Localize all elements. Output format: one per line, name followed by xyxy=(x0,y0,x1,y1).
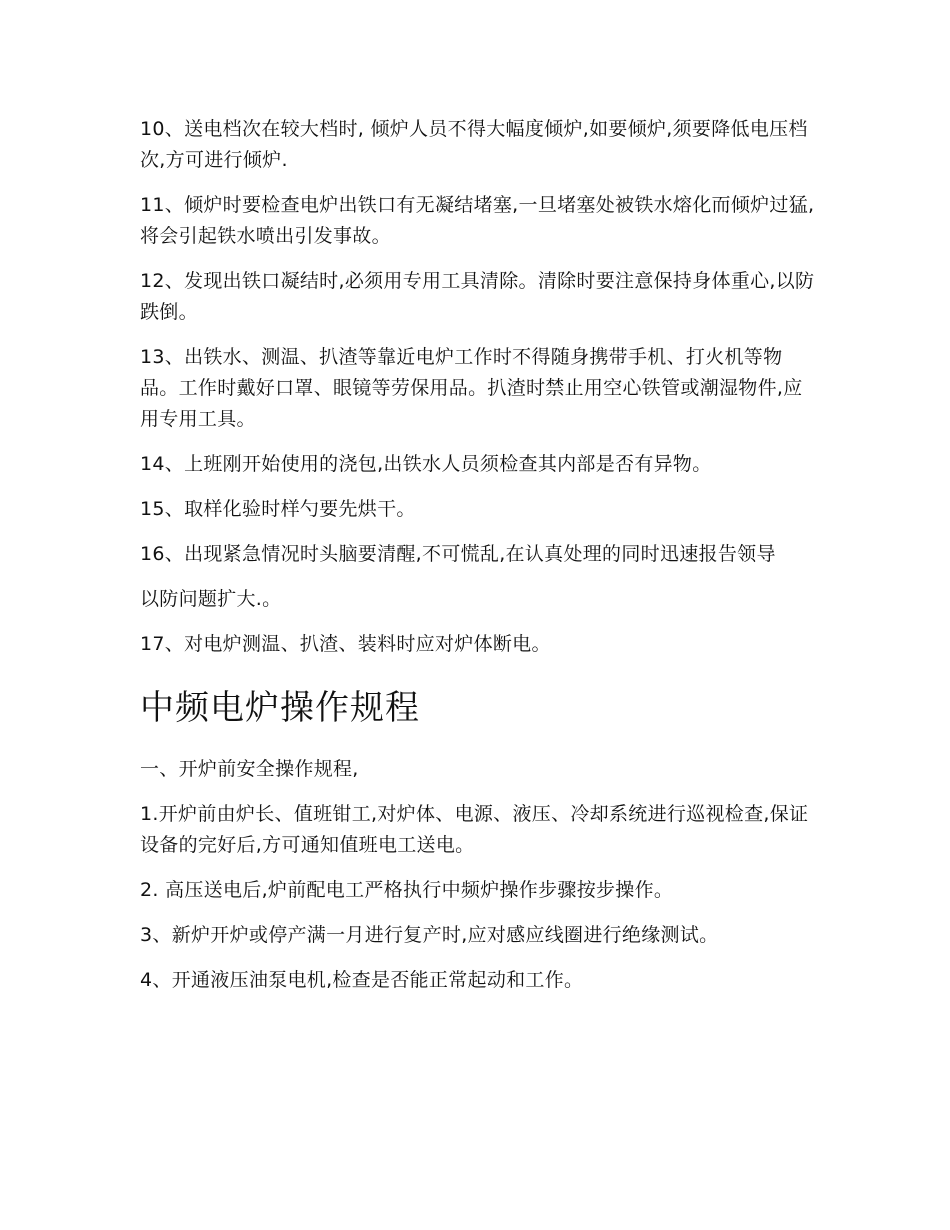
list-item-15: 15、取样化验时样勺要先烘干。 xyxy=(140,498,416,520)
list-item-2: 2. 高压送电后,炉前配电工严格执行中频炉操作步骤按步操作。 xyxy=(140,879,674,901)
document-page xyxy=(140,114,820,1010)
list-item-16: 16、出现紧急情况时头脑要清醒,不可慌乱,在认真处理的同时迅速报告领导 xyxy=(140,543,776,565)
list-item-3: 3、新炉开炉或停产满一月进行复产时,应对感应线圈进行绝缘测试。 xyxy=(140,924,719,946)
section-title: 中频电炉操作规程 xyxy=(140,688,420,728)
list-item-13: 13、出铁水、测温、扒渣等靠近电炉工作时不得随身携带手机、打火机等物品。工作时戴好口罩、眼镜等劳保用品。扒渣时禁止用空心铁管或潮湿物件,应用专用工具。 xyxy=(140,346,803,430)
list-item-4: 4、开通液压油泵电机,检查是否能正常起动和工作。 xyxy=(140,969,584,991)
list-item-16-continued: 以防问题扩大.。 xyxy=(140,588,282,610)
list-item-14: 14、上班刚开始使用的浇包,出铁水人员须检查其内部是否有异物。 xyxy=(140,453,712,475)
list-item-17: 17、对电炉测温、扒渣、装料时应对炉体断电。 xyxy=(140,633,551,655)
list-item-1: 1.开炉前由炉长、值班钳工,对炉体、电源、液压、冷却系统进行巡视检查,保证设备的完好后,方可通知值班电工送电。 xyxy=(140,803,809,856)
list-item-12: 12、发现出铁口凝结时,必须用专用工具清除。清除时要注意保持身体重心,以防跌倒。 xyxy=(140,270,815,323)
subsection-heading: 一、开炉前安全操作规程, xyxy=(140,758,359,780)
list-item-10: 10、送电档次在较大档时, 倾炉人员不得大幅度倾炉,如要倾炉,须要降低电压档次,方可进行倾炉. xyxy=(140,118,808,171)
list-item-11: 11、倾炉时要检查电炉出铁口有无凝结堵塞,一旦堵塞处被铁水熔化而倾炉过猛,将会引起铁水喷出引发事故。 xyxy=(140,194,815,247)
